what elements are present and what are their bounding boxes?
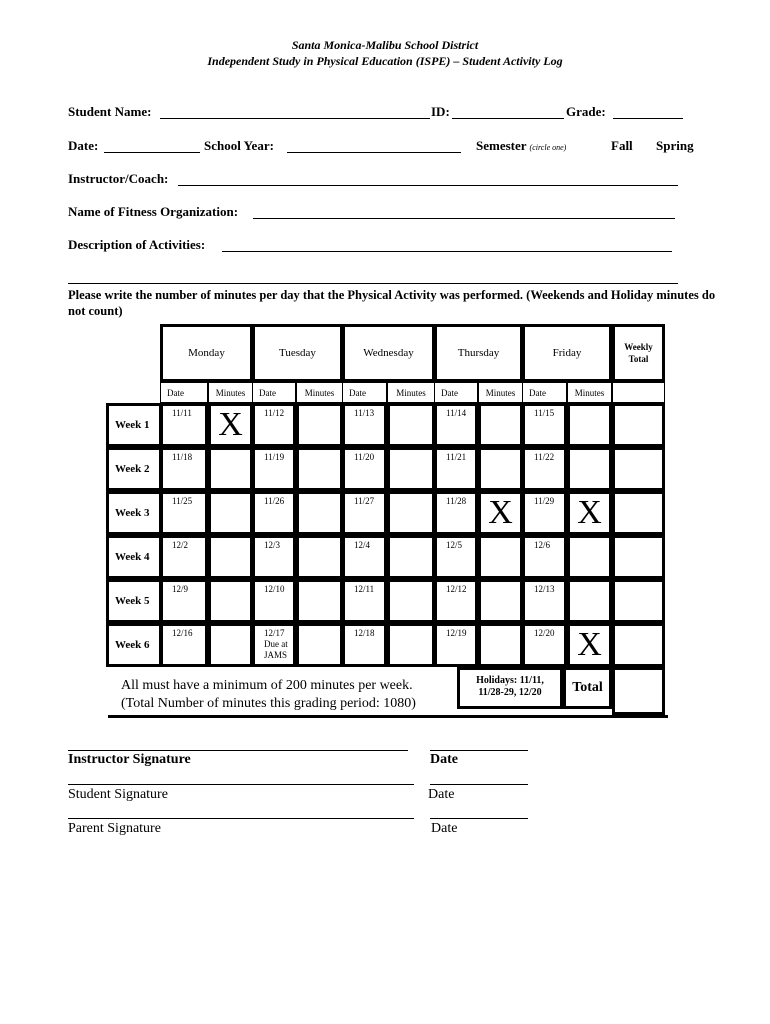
instructor-signature-line[interactable] [68,750,408,751]
fitness-org-line[interactable] [253,218,675,219]
description-line[interactable] [222,251,672,252]
instructor-signature-label: Instructor Signature [68,752,191,767]
minutes-input-cell[interactable] [208,579,253,623]
school-year-label: School Year: [204,138,274,153]
weekly-total-subheader [612,382,665,403]
semester-fall-option[interactable]: Fall [611,138,633,153]
semester-label: Semester (circle one) [476,138,567,153]
id-label: ID: [431,104,450,119]
date-cell: 11/14 [434,403,478,447]
date-column-header: Date [434,382,478,403]
instructor-date-line[interactable] [430,750,528,751]
minutes-input-cell[interactable] [478,447,523,491]
date-cell: 11/29 [522,491,567,535]
weekly-total-cell[interactable] [612,491,665,535]
minutes-column-header: Minutes [296,382,343,403]
table-bottom-rule [108,715,668,718]
semester-spring-option[interactable]: Spring [656,138,694,153]
minutes-input-cell[interactable] [387,579,435,623]
date-cell: 11/13 [342,403,387,447]
form-title: Independent Study in Physical Education (ISPE) – Student Activity Log [207,54,563,68]
student-signature-line[interactable] [68,784,414,785]
date-cell: 11/27 [342,491,387,535]
total-minutes-note: (Total Number of minutes this grading period: 1080) [121,696,416,711]
holiday-x-mark: X [208,403,253,447]
holiday-x-mark: X [567,623,612,667]
date-cell: 12/18 [342,623,387,667]
date-label: Date: [68,138,99,153]
description-label: Description of Activities: [68,237,206,252]
day-header-friday: Friday [522,324,612,382]
date-cell: 12/2 [160,535,208,579]
date-cell: 12/16 [160,623,208,667]
date-column-header: Date [252,382,296,403]
holiday-x-mark: X [567,491,612,535]
minutes-input-cell[interactable] [296,579,343,623]
minutes-column-header: Minutes [387,382,435,403]
holiday-x-mark: X [478,491,523,535]
day-header-tuesday: Tuesday [252,324,343,382]
date-cell: 12/4 [342,535,387,579]
grade-line[interactable] [613,118,683,119]
date-cell: 12/9 [160,579,208,623]
date-line[interactable] [104,152,200,153]
minutes-input-cell[interactable] [478,403,523,447]
district-title: Santa Monica-Malibu School District [291,38,479,52]
date-cell: 12/6 [522,535,567,579]
weekly-total-cell[interactable] [612,579,665,623]
student-name-line[interactable] [160,118,430,119]
date-cell: 11/26 [252,491,296,535]
minutes-input-cell[interactable] [208,535,253,579]
date-column-header: Date [342,382,387,403]
holidays-box: Holidays: 11/11, 11/28-29, 12/20 [457,667,563,709]
week-label: Week 1 [106,403,162,447]
minutes-input-cell[interactable] [567,447,612,491]
date-cell: 12/10 [252,579,296,623]
grade-label: Grade: [566,104,606,119]
student-date-line[interactable] [430,784,528,785]
minutes-input-cell[interactable] [478,623,523,667]
weekly-total-header: Weekly Total [612,324,665,382]
minutes-input-cell[interactable] [567,403,612,447]
school-year-line[interactable] [287,152,461,153]
minimum-note: All must have a minimum of 200 minutes per week. [121,678,413,693]
minutes-input-cell[interactable] [296,623,343,667]
parent-signature-label: Parent Signature [68,821,161,836]
day-header-wednesday: Wednesday [342,324,435,382]
minutes-input-cell[interactable] [387,623,435,667]
week-label: Week 2 [106,447,162,491]
date-cell: 12/13 [522,579,567,623]
minutes-input-cell[interactable] [296,447,343,491]
minutes-input-cell[interactable] [296,535,343,579]
minutes-input-cell[interactable] [208,623,253,667]
instructor-label: Instructor/Coach: [68,171,169,186]
date-cell: 11/18 [160,447,208,491]
date-cell: 11/21 [434,447,478,491]
id-line[interactable] [452,118,564,119]
day-header-monday: Monday [160,324,253,382]
student-date-label: Date [428,787,455,802]
week-label: Week 3 [106,491,162,535]
semester-note: (circle one) [529,143,567,152]
student-name-label: Student Name: [68,104,152,119]
week-label: Week 4 [106,535,162,579]
date-cell: 11/22 [522,447,567,491]
date-cell: 12/17 Due at JAMS [252,623,296,667]
instructor-date-label: Date [430,752,458,767]
week-label: Week 5 [106,579,162,623]
description-line-2[interactable] [68,283,678,284]
date-cell: 11/12 [252,403,296,447]
parent-date-line[interactable] [430,818,528,819]
minutes-column-header: Minutes [567,382,612,403]
date-column-header: Date [522,382,567,403]
minutes-column-header: Minutes [478,382,523,403]
date-cell: 12/19 [434,623,478,667]
minutes-input-cell[interactable] [567,579,612,623]
date-cell: 11/25 [160,491,208,535]
minutes-input-cell[interactable] [478,579,523,623]
weekly-total-cell[interactable] [612,535,665,579]
minutes-input-cell[interactable] [387,535,435,579]
minutes-input-cell[interactable] [387,491,435,535]
date-cell: 11/19 [252,447,296,491]
minutes-input-cell[interactable] [387,447,435,491]
weekly-total-cell[interactable] [612,403,665,447]
weekly-total-cell[interactable] [612,623,665,667]
parent-date-label: Date [431,821,458,836]
minutes-input-cell[interactable] [387,403,435,447]
minutes-input-cell[interactable] [208,447,253,491]
minutes-input-cell[interactable] [567,535,612,579]
date-column-header: Date [160,382,208,403]
week-label: Week 6 [106,623,162,667]
date-cell: 11/28 [434,491,478,535]
minutes-input-cell[interactable] [296,403,343,447]
instructor-line[interactable] [178,185,678,186]
date-cell: 12/11 [342,579,387,623]
date-cell: 12/12 [434,579,478,623]
minutes-input-cell[interactable] [208,491,253,535]
minutes-input-cell[interactable] [478,535,523,579]
total-label: Total [563,667,612,709]
day-header-thursday: Thursday [434,324,523,382]
fitness-org-label: Name of Fitness Organization: [68,204,239,219]
parent-signature-line[interactable] [68,818,414,819]
date-cell: 12/5 [434,535,478,579]
date-cell: 11/11 [160,403,208,447]
instructions: Please write the number of minutes per day that the Physical Activity was performed. (Weekends and Holiday minutes do not count) [68,288,716,318]
grand-total-cell[interactable] [612,667,665,715]
date-cell: 12/20 [522,623,567,667]
date-cell: 11/20 [342,447,387,491]
minutes-column-header: Minutes [208,382,253,403]
date-cell: 11/15 [522,403,567,447]
weekly-total-cell[interactable] [612,447,665,491]
minutes-input-cell[interactable] [296,491,343,535]
date-cell: 12/3 [252,535,296,579]
student-signature-label: Student Signature [68,787,168,802]
